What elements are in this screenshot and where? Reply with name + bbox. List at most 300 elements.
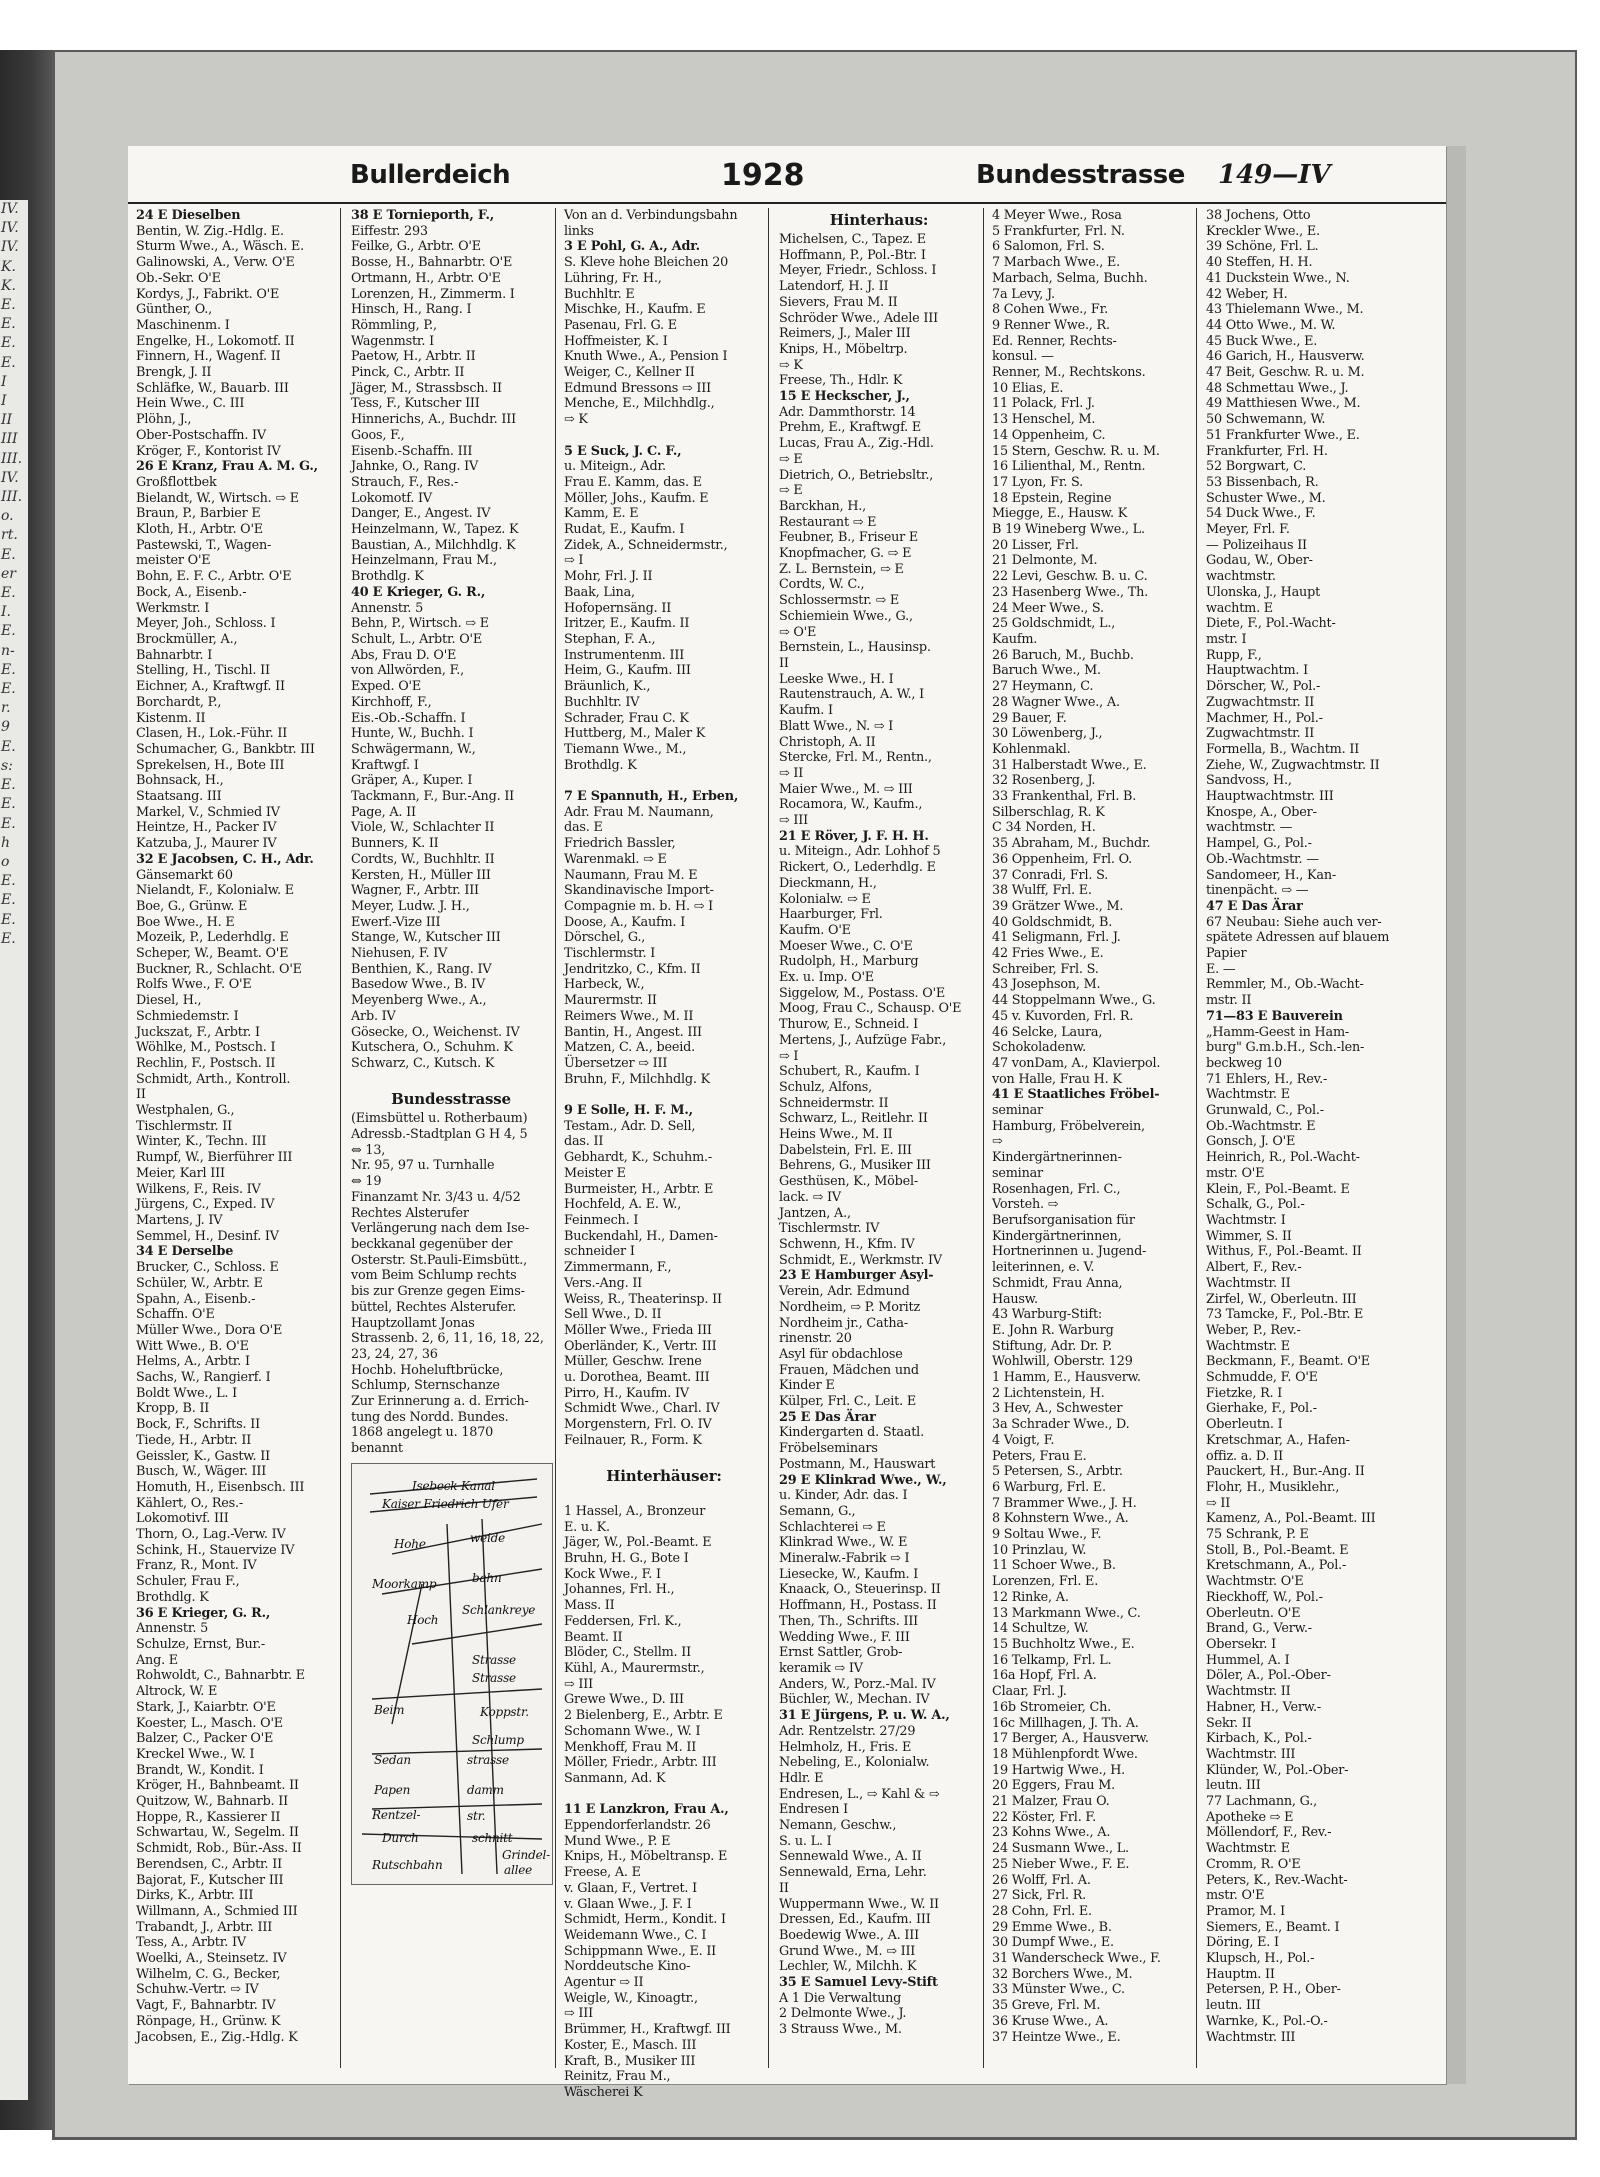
map-street-label: schnitt — [472, 1830, 513, 1845]
directory-entry-line: Knips, H., Möbeltrp. — [779, 341, 908, 357]
directory-entry-line: Kaufm. — [992, 631, 1038, 647]
directory-entry-line: Frankfurter, Frl. H. — [1206, 443, 1328, 459]
directory-entry-line: Wöhlke, M., Postsch. I — [136, 1040, 276, 1056]
directory-entry-line: Altrock, W. E — [136, 1684, 218, 1700]
directory-entry-line: Kretschmann, A., Pol.- — [1206, 1558, 1347, 1574]
column-1 — [136, 208, 341, 2068]
directory-entry-line: 1868 angelegt u. 1870 — [351, 1425, 494, 1441]
directory-entry-line: Buckner, R., Schlacht. O'E — [136, 961, 302, 977]
directory-entry-line: ⇨ O'E — [779, 624, 817, 640]
map-street-label: Sedan — [374, 1752, 411, 1767]
directory-entry-line: 25 Nieber Wwe., F. E. — [992, 1856, 1130, 1872]
directory-entry-line: Kählert, O., Res.- — [136, 1495, 244, 1511]
directory-entry-line: Hofopernsäng. II — [564, 600, 672, 616]
directory-entry-line: Postmann, M., Hauswart — [779, 1456, 936, 1472]
directory-entry-line: Strauch, F., Res.- — [351, 474, 459, 490]
directory-entry-line: Wäscherei K — [564, 2084, 643, 2100]
directory-entry-line: Kröger, F., Kontorist IV — [136, 443, 281, 459]
directory-entry-line: konsul. — — [992, 349, 1054, 365]
directory-entry-line: Kohlenmakl. — [992, 741, 1071, 757]
margin-fragment: h — [1, 834, 11, 851]
directory-entry-line: Bajorat, F., Kutscher III — [136, 1872, 284, 1888]
directory-entry-line: B 19 Wineberg Wwe., L. — [992, 522, 1145, 538]
directory-entry-line: Hortnerinnen u. Jugend- — [992, 1244, 1147, 1260]
directory-entry-line: 20 Lisser, Frl. — [992, 537, 1079, 553]
directory-entry-line: Adr. Dammthorstr. 14 — [779, 404, 916, 420]
directory-entry-line: Viole, W., Schlachter II — [351, 820, 495, 836]
directory-entry-line: Weigle, W., Kinoagtr., — [564, 1990, 698, 2006]
directory-entry-line: Haarburger, Frl. — [779, 907, 883, 923]
directory-entry-line: beckweg 10 — [1206, 1055, 1282, 1071]
directory-entry-line: Möller, Johs., Kaufm. E — [564, 490, 709, 506]
directory-entry-line: Tischlermstr. IV — [779, 1221, 880, 1237]
directory-entry-line: Dörschel, G., — [564, 930, 646, 946]
directory-entry-line: Rudat, E., Kaufm. I — [564, 522, 685, 538]
directory-entry-line: Sprekelsen, H., Bote III — [136, 757, 285, 773]
directory-entry-line — [564, 1787, 764, 1803]
directory-entry-line: Hinterhäuser: — [606, 1467, 722, 1486]
directory-entry-line: Thorn, O., Lag.-Verw. IV — [136, 1527, 286, 1543]
directory-entry-line: Nordheim, ⇨ P. Moritz — [779, 1299, 921, 1315]
directory-entry-line: ⇨ K — [564, 412, 588, 428]
directory-entry-line: 44 Stoppelmann Wwe., G. — [992, 993, 1156, 1009]
directory-entry-line: 15 Buchholtz Wwe., E. — [992, 1636, 1135, 1652]
directory-entry-line: 47 E Das Ärar — [1206, 898, 1303, 914]
directory-entry-line: Ex. u. Imp. O'E — [779, 970, 874, 986]
margin-fragment: E. — [1, 911, 16, 928]
directory-entry-line: ⇨ K — [779, 357, 803, 373]
directory-entry-line: Eis.-Ob.-Schaffn. I — [351, 710, 466, 726]
directory-entry-line: Schuhw.-Vertr. ⇨ IV — [136, 1982, 259, 1998]
directory-entry-line: Oberländer, K., Vertr. III — [564, 1338, 717, 1354]
directory-entry-line: Zur Erinnerung a. d. Errich- — [351, 1394, 529, 1410]
directory-entry-line: 7a Levy, J. — [992, 286, 1055, 302]
directory-entry-line: Sanmann, Ad. K — [564, 1770, 666, 1786]
directory-entry-line: Stark, J., Kaiarbtr. O'E — [136, 1699, 276, 1715]
directory-entry-line: 28 Cohn, Frl. E. — [992, 1903, 1092, 1919]
directory-entry-line: Knopfmacher, G. ⇨ E — [779, 546, 912, 562]
directory-entry-line: Wilhelm, C. G., Becker, — [136, 1966, 281, 1982]
map-street-label: strasse — [467, 1752, 509, 1767]
directory-entry-line: Burmeister, H., Arbtr. E — [564, 1181, 714, 1197]
directory-entry-line: Gräper, A., Kuper. I — [351, 773, 473, 789]
map-street-label: damm — [467, 1782, 504, 1797]
directory-entry-line: Stelling, H., Tischl. II — [136, 663, 270, 679]
directory-entry-line: Weiger, C., Kellner II — [564, 365, 695, 381]
margin-fragment: r. — [1, 700, 11, 717]
directory-entry-line: 67 Neubau: Siehe auch ver- — [1206, 914, 1382, 930]
directory-entry-line: 8 Cohen Wwe., Fr. — [992, 302, 1108, 318]
directory-entry-line: Dabelstein, Frl. E. III — [779, 1142, 912, 1158]
directory-entry-line: Reinitz, Frau M., — [564, 2069, 671, 2085]
directory-entry-line: ⇨ I — [779, 1048, 799, 1064]
directory-entry-line: — Polizeihaus II — [1206, 537, 1307, 553]
directory-entry-line: Siemers, E., Beamt. I — [1206, 1919, 1340, 1935]
directory-entry-line: Papier — [1206, 946, 1247, 962]
directory-entry-line: Eiffestr. 293 — [351, 223, 428, 239]
directory-entry-line: Tischlermstr. I — [564, 946, 656, 962]
directory-entry-line: 3a Schrader Wwe., D. — [992, 1417, 1130, 1433]
directory-entry-line: Strassenb. 2, 6, 11, 16, 18, 22, — [351, 1331, 544, 1347]
directory-entry-line: Staatsang. III — [136, 789, 222, 805]
directory-entry-line: 17 Lyon, Fr. S. — [992, 474, 1084, 490]
directory-entry-line: Rocamora, W., Kaufm., — [779, 797, 923, 813]
directory-entry-line: Heinzelmann, W., Tapez. K — [351, 522, 519, 538]
directory-entry-line: ⇨ II — [779, 765, 804, 781]
directory-entry-line: Silberschlag, R. K — [992, 804, 1105, 820]
directory-entry-line: Reimers, J., Maler III — [779, 326, 911, 342]
directory-entry-line: Finanzamt Nr. 3/43 u. 4/52 — [351, 1189, 521, 1205]
directory-entry-line: (Eimsbüttel u. Rotherbaum) — [351, 1111, 528, 1127]
directory-entry-line: Schmidt, Rob., Bür.-Ass. II — [136, 1841, 302, 1857]
directory-entry-line: 27 Heymann, C. — [992, 679, 1094, 695]
directory-entry-line: Asyl für obdachlose — [779, 1346, 903, 1362]
directory-entry-line: Lokomotf. IV — [351, 490, 432, 506]
margin-fragment: III. — [1, 489, 23, 506]
directory-entry-line: Nemann, Geschw., — [779, 1818, 897, 1834]
directory-entry-line: mstr. O'E — [1206, 1165, 1265, 1181]
directory-entry-line: Rudolph, H., Marburg — [779, 954, 919, 970]
directory-entry-line: Iritzer, E., Kaufm. II — [564, 616, 690, 632]
directory-entry-line: Ob.-Wachtmstr. E — [1206, 1118, 1316, 1134]
directory-entry-line: wachtmstr. — — [1206, 820, 1293, 836]
directory-entry-line: Berufsorganisation für — [992, 1213, 1135, 1228]
directory-entry-line: Wuppermann Wwe., W. II — [779, 1896, 939, 1912]
directory-entry-line: 36 E Krieger, G. R., — [136, 1605, 271, 1621]
directory-entry-line: Berendsen, C., Arbtr. II — [136, 1856, 283, 1872]
directory-entry-line: Anders, W., Porz.-Mal. IV — [779, 1676, 936, 1692]
directory-entry-line: Peters, Frau E. — [992, 1448, 1087, 1464]
directory-entry-line: Pauckert, H., Bur.-Ang. II — [1206, 1464, 1365, 1480]
directory-entry-line: Pasenau, Frl. G. E — [564, 317, 677, 333]
margin-fragment: I — [1, 373, 7, 390]
directory-entry-line: Testam., Adr. D. Sell, — [564, 1118, 696, 1134]
directory-entry-line: 16a Hopf, Frl. A. — [992, 1668, 1097, 1684]
directory-entry-line: II — [136, 1087, 146, 1103]
right-street-title: Bundesstrasse — [976, 160, 1185, 190]
directory-entry-line: 46 Garich, H., Hausverw. — [1206, 349, 1365, 365]
directory-entry-line: Weiss, R., Theaterinsp. II — [564, 1291, 722, 1307]
directory-entry-line: Boe, G., Grünw. E — [136, 898, 248, 914]
margin-fragment: E. — [1, 546, 16, 563]
directory-entry-line: Frau E. Kamm, das. E — [564, 474, 702, 490]
directory-entry-line: 14 Oppenheim, C. — [992, 427, 1106, 443]
directory-entry-line: 8 Kohnstern Wwe., A. — [992, 1511, 1129, 1527]
directory-entry-line: 25 E Das Ärar — [779, 1409, 876, 1425]
directory-entry-line: Hinnerichs, A., Buchdr. III — [351, 412, 516, 428]
directory-entry-line: Möller Wwe., Frieda III — [564, 1322, 712, 1338]
directory-entry-line: 77 Lachmann, G., — [1206, 1794, 1317, 1810]
directory-entry-line: Großflottbek — [136, 474, 217, 490]
directory-entry-line: Wachtmstr. E — [1206, 1841, 1290, 1857]
directory-entry-line: Ewerf.-Vize III — [351, 914, 441, 930]
directory-entry-line: Schläfke, W., Bauarb. III — [136, 380, 289, 396]
directory-entry-line: wachtmstr. — [1206, 569, 1276, 585]
directory-entry-line: Stercke, Frl. M., Rentn., — [779, 750, 932, 766]
directory-entry-line: Kaufm. O'E — [779, 922, 851, 938]
directory-entry-line: 9 E Solle, H. F. M., — [564, 1103, 693, 1119]
directory-entry-line: Brucker, C., Schloss. E — [136, 1260, 279, 1276]
directory-entry-line: Schüler, W., Arbtr. E — [136, 1275, 263, 1291]
directory-entry-line: Lechler, W., Milchh. K — [779, 1959, 917, 1975]
directory-entry-line: 45 v. Kuvorden, Frl. R. — [992, 1008, 1134, 1024]
directory-entry-line: Kropp, B. II — [136, 1401, 210, 1417]
directory-entry-line: Tess, F., Kutscher III — [351, 396, 480, 412]
directory-entry-line — [564, 1087, 764, 1103]
directory-entry-line: Grund Wwe., M. ⇨ III — [779, 1943, 916, 1959]
margin-fragment: K. — [1, 258, 16, 275]
directory-entry-line: 39 Grätzer Wwe., M. — [992, 898, 1124, 914]
directory-entry-line: 23 Hasenberg Wwe., Th. — [992, 584, 1148, 600]
directory-entry-line: Apotheke ⇨ E — [1206, 1809, 1294, 1825]
directory-entry-line: Kistenm. II — [136, 710, 206, 726]
directory-entry-line: 38 E Tornieporth, F., — [351, 208, 494, 223]
directory-entry-line: 44 Otto Wwe., M. W. — [1206, 317, 1336, 333]
map-svg — [352, 1464, 552, 1884]
directory-entry-line: Pramor, M. I — [1206, 1903, 1285, 1919]
directory-entry-line — [564, 1449, 764, 1465]
directory-entry-line: von Halle, Frau H. K — [992, 1071, 1122, 1087]
directory-entry-line: 40 Steffen, H. H. — [1206, 255, 1313, 271]
directory-entry-line: Woelki, A., Steinsetz. IV — [136, 1951, 287, 1967]
directory-entry-line: Bentin, W. Zig.-Hdlg. E. — [136, 223, 284, 239]
directory-entry-line: Busch, W., Wäger. III — [136, 1464, 267, 1480]
directory-entry-line: Schlossermstr. ⇨ E — [779, 593, 900, 609]
directory-entry-line: 18 Epstein, Regine — [992, 490, 1112, 506]
directory-entry-line: Christoph, A. II — [779, 734, 876, 750]
directory-entry-line: 28 Wagner Wwe., A. — [992, 694, 1120, 710]
directory-entry-line: 26 Wolff, Frl. A. — [992, 1872, 1091, 1888]
directory-entry-line: Huttberg, M., Maler K — [564, 726, 706, 742]
directory-entry-line: Sandvoss, H., — [1206, 773, 1292, 789]
directory-entry-line: Nr. 95, 97 u. Turnhalle — [351, 1158, 495, 1174]
directory-entry-line: 26 E Kranz, Frau A. M. G., — [136, 459, 318, 475]
directory-entry-line: das. II — [564, 1134, 604, 1150]
directory-entry-line: Hinterhaus: — [829, 211, 929, 229]
directory-entry-line: 17 Berger, A., Hausverw. — [992, 1731, 1149, 1747]
directory-entry-line: Balzer, C., Packer O'E — [136, 1731, 274, 1747]
directory-entry-line: Kirbach, K., Pol.- — [1206, 1731, 1312, 1747]
directory-entry-line: E. u. K. — [564, 1519, 610, 1535]
directory-entry-line: meister O'E — [136, 553, 211, 569]
directory-columns — [136, 208, 1436, 2100]
directory-entry-line: leutn. III — [1206, 1778, 1261, 1794]
directory-entry-line: 25 Goldschmidt, L., — [992, 616, 1116, 632]
directory-entry-line: Kolonialw. ⇨ E — [779, 891, 871, 907]
street-map-sketch — [351, 1463, 553, 1885]
map-street-label: Isebeck Kanal — [412, 1478, 495, 1493]
directory-entry-line: Kock Wwe., F. I — [564, 1566, 661, 1582]
directory-entry-line: Bohnsack, H., — [136, 773, 224, 789]
directory-entry-line: Cromm, R. O'E — [1206, 1856, 1301, 1872]
directory-entry-line: Endresen I — [779, 1802, 848, 1818]
directory-entry-line: Peters, K., Rev.-Wacht- — [1206, 1872, 1348, 1888]
directory-entry-line: Ob.-Sekr. O'E — [136, 270, 221, 286]
directory-entry-line: ⇨ E — [779, 483, 803, 499]
directory-entry-line: Semmel, H., Desinf. IV — [136, 1228, 279, 1244]
directory-entry-line: 11 E Lanzkron, Frau A., — [564, 1802, 729, 1818]
directory-entry-line: 40 E Krieger, G. R., — [351, 584, 486, 600]
directory-entry-line: Maurermstr. II — [564, 993, 657, 1009]
directory-entry-line: Gierhake, F., Pol.- — [1206, 1401, 1317, 1417]
directory-entry-line: seminar — [992, 1165, 1043, 1181]
directory-entry-line: Basedow Wwe., B. IV — [351, 977, 486, 993]
directory-entry-line: 1 Hamm, E., Hausverw. — [992, 1370, 1141, 1386]
directory-entry-line: Kinder E — [779, 1378, 835, 1394]
directory-entry-line: Blatt Wwe., N. ⇨ I — [779, 718, 894, 734]
directory-entry-line: 9 Renner Wwe., R. — [992, 317, 1110, 333]
directory-entry-line: Matzen, C. A., beeid. — [564, 1040, 695, 1056]
directory-entry-line: 39 Schöne, Frl. L. — [1206, 239, 1319, 255]
directory-entry-line: Meyer, Frl. F. — [1206, 522, 1290, 538]
directory-entry-line: Beckmann, F., Beamt. O'E — [1206, 1354, 1370, 1370]
directory-entry-line: Eisenb.-Schaffn. III — [351, 443, 473, 459]
directory-entry-line: Knuth Wwe., A., Pension I — [564, 349, 728, 365]
directory-entry-line: 14 Schultze, W. — [992, 1621, 1089, 1637]
directory-entry-line: Reimers Wwe., M. II — [564, 1008, 694, 1024]
directory-entry-line: Kreckler Wwe., E. — [1206, 223, 1320, 239]
directory-entry-line: Jäger, W., Pol.-Beamt. E — [564, 1535, 712, 1551]
directory-entry-line: Feddersen, Frl. K., — [564, 1613, 682, 1629]
margin-fragment: E. — [1, 892, 16, 909]
margin-fragment: E. — [1, 661, 16, 678]
directory-entry-line: Sandomeer, H., Kan- — [1206, 867, 1336, 883]
directory-entry-line: Adr. Frau M. Naumann, — [564, 804, 714, 820]
directory-entry-line: 2 Bielenberg, E., Arbtr. E — [564, 1708, 723, 1724]
directory-entry-line: 31 Halberstadt Wwe., E. — [992, 757, 1147, 773]
directory-entry-line: Hauptwachtm. I — [1206, 663, 1309, 679]
directory-entry-line: ⇨ III — [779, 813, 808, 829]
directory-entry-line: Meier, Karl III — [136, 1165, 225, 1181]
directory-entry-line: Schmidt, E., Werkmstr. IV — [779, 1252, 942, 1268]
directory-entry-line: Buckendahl, H., Damen- — [564, 1228, 718, 1244]
margin-fragment: E. — [1, 316, 16, 333]
directory-entry-line: offiz. a. D. II — [1206, 1448, 1283, 1464]
directory-entry-line: Bernstein, L., Hausinsp. — [779, 640, 931, 656]
column-4 — [779, 208, 984, 2068]
directory-entry-line: Hoppe, R., Kassierer II — [136, 1809, 281, 1825]
map-street-label: Hoch — [407, 1612, 439, 1627]
margin-fragment: E. — [1, 623, 16, 640]
directory-entry-line: Nordheim jr., Catha- — [779, 1315, 908, 1331]
directory-entry-line: Bräunlich, K., — [564, 679, 651, 695]
directory-entry-line: Helmholz, H., Fris. E — [779, 1739, 912, 1755]
map-street-label: Moorkamp — [372, 1576, 437, 1591]
directory-entry-line: 45 Buck Wwe., E. — [1206, 333, 1318, 349]
directory-entry-line: Skandinavische Import- — [564, 883, 714, 899]
directory-entry-line: Meyenberg Wwe., A., — [351, 993, 487, 1009]
map-street-label: Hohe — [394, 1536, 426, 1551]
directory-entry-line: Kraftwgf. I — [351, 757, 419, 773]
directory-entry-line: Schomann Wwe., W. I — [564, 1723, 701, 1739]
directory-entry-line: Schmudde, F. O'E — [1206, 1370, 1318, 1386]
directory-entry-line: Mozeik, P., Lederhdlg. E — [136, 930, 289, 946]
directory-entry-line: Jäger, M., Strassbsch. II — [351, 380, 502, 396]
directory-entry-line: Pastewski, T., Wagen- — [136, 537, 272, 553]
column-3 — [564, 208, 769, 2100]
directory-entry-line: Endresen, L., ⇨ Kahl & ⇨ — [779, 1786, 940, 1802]
directory-entry-line: 48 Schmettau Wwe., J. — [1206, 380, 1349, 396]
directory-entry-line: spätete Adressen auf blauem — [1206, 930, 1390, 946]
directory-entry-line: Vorsteh. ⇨ — [992, 1197, 1059, 1213]
directory-entry-line: Machmer, H., Pol.- — [1206, 710, 1323, 726]
directory-entry-line: 10 Prinzlau, W. — [992, 1542, 1087, 1558]
directory-entry-line: Mund Wwe., P. E — [564, 1833, 671, 1849]
directory-entry-line: Menkhoff, Frau M. II — [564, 1739, 697, 1755]
directory-entry-line: Stephan, F. A., — [564, 631, 656, 647]
directory-entry-line: Osterstr. St.Pauli-Eimsbütt., — [351, 1252, 528, 1268]
directory-entry-line: 47 Beit, Geschw. R. u. M. — [1206, 365, 1365, 381]
directory-entry-line: 20 Eggers, Frau M. — [992, 1778, 1115, 1794]
directory-entry-line: Mineralw.-Fabrik ⇨ I — [779, 1551, 910, 1567]
directory-entry-line: Boedewig Wwe., A. III — [779, 1927, 919, 1943]
directory-entry-line: Vagt, F., Bahnarbtr. IV — [136, 1998, 276, 2014]
directory-entry-line: 46 Selcke, Laura, — [992, 1024, 1103, 1040]
directory-entry-line: Hinsch, H., Rang. I — [351, 302, 472, 318]
directory-entry-line: Schwenn, H., Kfm. IV — [779, 1237, 915, 1252]
directory-entry-line: Dörscher, W., Pol.- — [1206, 679, 1321, 695]
directory-entry-line: Ernst Sattler, Grob- — [779, 1645, 903, 1661]
directory-entry-line: Hampel, G., Pol.- — [1206, 836, 1312, 852]
directory-entry-line: ⇨ I — [564, 553, 584, 569]
directory-entry-line: Möllendorf, F., Rev.- — [1206, 1825, 1332, 1841]
directory-entry-line: Klupsch, H., Pol.- — [1206, 1951, 1315, 1967]
directory-entry-line: Schaffn. O'E — [136, 1307, 215, 1323]
directory-entry-line: Brandt, W., Kondit. I — [136, 1762, 264, 1778]
directory-entry-line: Boe Wwe., H. E — [136, 914, 235, 930]
directory-entry-line: Niehusen, F. IV — [351, 946, 448, 962]
directory-entry-line: Lorenzen, H., Zimmerm. I — [351, 286, 515, 302]
directory-entry-line: Kamm, E. E — [564, 506, 639, 522]
map-street-label: weide — [470, 1530, 505, 1545]
directory-entry-line: u. Dorothea, Beamt. III — [564, 1370, 710, 1386]
directory-entry-line: beckkanal gegenüber der — [351, 1237, 513, 1252]
directory-entry-line: Heim, G., Kaufm. III — [564, 663, 691, 679]
directory-entry-line: Michelsen, C., Tapez. E — [779, 232, 926, 247]
directory-entry-line: Ober-Postschaffn. IV — [136, 427, 266, 443]
directory-entry-line: Jürgens, C., Exped. IV — [136, 1197, 275, 1213]
directory-entry-line: rinenstr. 20 — [779, 1331, 852, 1347]
directory-entry-line: Gonsch, J. O'E — [1206, 1134, 1296, 1150]
directory-entry-line: 5 E Suck, J. C. F., — [564, 443, 682, 459]
directory-entry-line: tinenpächt. ⇨ — — [1206, 883, 1309, 899]
directory-entry-line: Hummel, A. I — [1206, 1652, 1290, 1668]
directory-entry-line: Braun, P., Barbier E — [136, 506, 261, 522]
directory-entry-line: Ob.-Wachtmstr. — — [1206, 851, 1319, 867]
directory-entry-line: wachtm. E — [1206, 600, 1273, 616]
map-street-label: Beim — [374, 1702, 405, 1717]
directory-entry-line: Schlachterei ⇨ E — [779, 1519, 886, 1535]
directory-entry-line: 23, 24, 27, 36 — [351, 1346, 438, 1362]
directory-entry-line: Habner, H., Verw.- — [1206, 1699, 1321, 1715]
directory-entry-line: das. E — [564, 820, 603, 836]
directory-entry-line: 10 Elias, E. — [992, 380, 1064, 396]
directory-entry-line: 13 Henschel, M. — [992, 412, 1096, 428]
directory-entry-line: 5 Frankfurter, Frl. N. — [992, 223, 1125, 239]
directory-page — [128, 146, 1446, 2100]
directory-entry-line: Freese, A. E — [564, 1865, 641, 1881]
directory-entry-line: u. Miteign., Adr. — [564, 459, 666, 475]
directory-entry-line: 43 Warburg-Stift: — [992, 1307, 1102, 1323]
directory-entry-line: 19 Hartwig Wwe., H. — [992, 1762, 1126, 1778]
directory-entry-line: Werkmstr. I — [136, 600, 210, 616]
column-6 — [1206, 208, 1436, 2068]
directory-entry-line: 22 Levi, Geschw. B. u. C. — [992, 569, 1148, 585]
margin-fragment: IV. — [1, 469, 19, 486]
directory-entry-line: 71—83 E Bauverein — [1206, 1008, 1343, 1024]
directory-entry-line: II — [779, 1880, 789, 1896]
directory-entry-line: Pinck, C., Arbtr. II — [351, 365, 465, 381]
